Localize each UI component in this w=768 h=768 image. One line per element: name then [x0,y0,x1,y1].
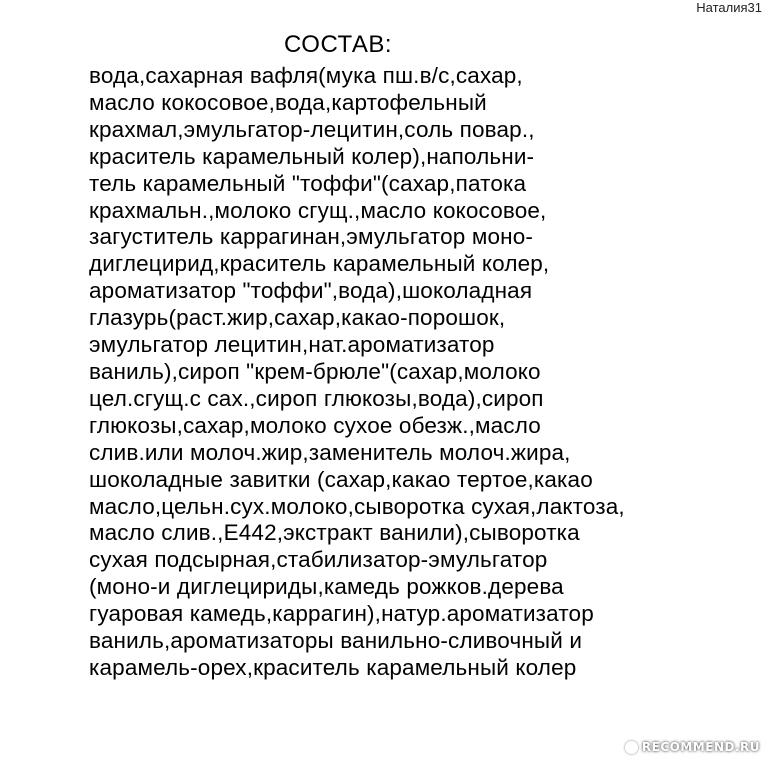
ingredients-line: тель карамельный "тоффи"(сахар,патока [89,170,527,196]
ingredients-line: крахмальн.,молоко сгущ.,масло кокосовое, [89,197,547,223]
ingredients-line: ваниль),сироп "крем-брюле"(сахар,молоко [89,358,541,384]
ingredients-line: слив.или молоч.жир,заменитель молоч.жира, [89,439,571,465]
watermark [625,740,760,754]
ingredients-line: сухая подсырная,стабилизатор-эмульгатор [89,547,548,573]
ingredients-line: вода,сахарная вафля(мука пш.в/с,сахар, [89,63,523,88]
ingredients-line: крахмал,эмульгатор-лецитин,соль повар., [89,116,535,142]
username-label: Наталия31 [696,0,762,15]
ingredients-line: ваниль,ароматизаторы ванильно-сливочный и [89,628,583,654]
document-title: СОСТАВ: [284,31,393,58]
ingredients-line: загуститель каррагинан,эмульгатор моно- [89,224,533,250]
ingredients-line: масло,цельн.сух.молоко,сыворотка сухая,лактоза, [89,493,625,519]
ingredients-line: гуаровая камедь,каррагин),натур.ароматизатор [89,601,594,627]
ingredients-line: глюкозы,сахар,молоко сухое обезж.,масло [89,412,541,438]
ingredients-text [89,63,625,682]
ingredients-line: (моно-и диглецириды,камедь рожков.дерева [89,574,564,600]
ingredients-line: масло слив.,Е442,экстракт ванили),сыворотка [89,520,580,546]
recommend-logo-icon [625,741,638,754]
ingredients-line: масло кокосовое,вода,картофельный [89,89,487,115]
ingredients-line: диглецирид,краситель карамельный колер, [89,251,550,277]
ingredients-line: ароматизатор "тоффи",вода),шоколадная [89,278,533,304]
ingredients-line: карамель-орех,краситель карамельный колер [89,654,577,680]
ingredients-line: краситель карамельный колер),напольни- [89,143,535,169]
ingredients-line: цел.сгущ.с сах.,сироп глюкозы,вода),сироп [89,385,544,411]
watermark-text: RECOMMEND.RU [641,740,760,754]
ingredients-line: эмульгатор лецитин,нат.ароматизатор [89,332,495,358]
ingredients-line: глазурь(раст.жир,сахар,какао-порошок, [89,305,506,331]
ingredients-line: шоколадные завитки (сахар,какао тертое,какао [89,466,593,492]
